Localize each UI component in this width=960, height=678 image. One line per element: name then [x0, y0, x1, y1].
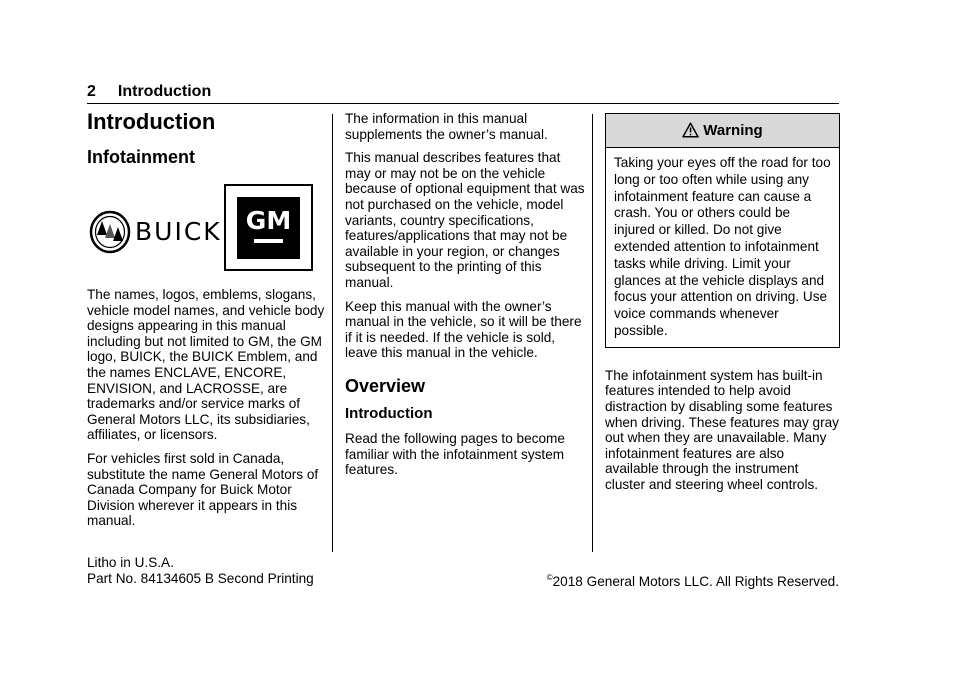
- trademark-paragraph: The names, logos, emblems, slogans, vehicle model names, and vehicle body designs appearing in this manual including but not limited to GM, the GM logo, BUICK, the BUICK Emblem, and the names ENCLAVE, ENCORE, ENVISION, and LACROSSE, are trademarks and/or service marks of General Motors LLC, its subsidiaries, affiliates, or licensors.: [87, 287, 325, 443]
- page-number: 2: [87, 83, 96, 100]
- warning-text: Taking your eyes off the road for too long or too often while using any infotainment feature can cause a crash. You or others could be injured or killed. Do not give extended attention to infotainment tasks while driving. Limit your glances at the vehicle displays and focus your attention on driving. Use voice commands whenever possible.: [614, 155, 831, 338]
- column-divider-right: [592, 114, 593, 552]
- gm-wordmark: GM: [245, 206, 292, 235]
- warning-header: [606, 114, 839, 148]
- page-header: [87, 83, 211, 101]
- buick-emblem-icon: [89, 210, 131, 254]
- part-number-text: Part No. 84134605 B Second Printing: [87, 570, 314, 586]
- column-three: [605, 113, 840, 501]
- section-title-overview: Overview: [345, 375, 426, 396]
- warning-title: Warning: [703, 122, 763, 139]
- manual-supplement-paragraph: The information in this manual supplements the owner’s manual.: [345, 111, 548, 142]
- column-two: [345, 111, 585, 486]
- warning-icon: [682, 122, 699, 138]
- gm-logo: [224, 184, 313, 271]
- copyright-symbol: ©: [546, 573, 553, 582]
- section-title-infotainment: Infotainment: [87, 147, 195, 167]
- column-divider-left: [332, 114, 333, 552]
- manual-description-paragraph: This manual describes features that may or may not be on the vehicle because of optional equipment that was not purchased on the vehicle, model variants, country specifications, features/applications that may not be available in your region, or changes subsequent to the printing of this manual.: [345, 150, 585, 290]
- column-one: [87, 108, 327, 537]
- brand-logos: [87, 184, 327, 279]
- keep-manual-paragraph: Keep this manual with the owner’s manual in the vehicle, so it will be there if it is needed. If the vehicle is sold, leave this manual in the vehicle.: [345, 298, 582, 361]
- copyright-text: 2018 General Motors LLC. All Rights Reserved.: [552, 574, 839, 589]
- canada-paragraph: For vehicles first sold in Canada, substitute the name General Motors of Canada Company for Buick Motor Division wherever it appears in this manual.: [87, 450, 319, 529]
- overview-paragraph: Read the following pages to become familiar with the infotainment system features.: [345, 430, 565, 478]
- header-divider: [87, 103, 839, 104]
- warning-box: [605, 113, 840, 348]
- litho-text: Litho in U.S.A.: [87, 555, 174, 570]
- footer-copyright: [547, 570, 839, 590]
- header-section-title: Introduction: [117, 83, 212, 100]
- page-title: Introduction: [87, 109, 216, 134]
- subsection-title-introduction: Introduction: [345, 404, 433, 422]
- built-in-features-paragraph: The infotainment system has built-in features intended to help avoid distraction by disabling some features when driving. These features may gray out when they are unavailable. Many infotainment features are also available through the instrument cluster and steering wheel controls.: [605, 367, 839, 492]
- buick-wordmark: BUICK: [135, 217, 222, 246]
- footer-left: [87, 555, 314, 586]
